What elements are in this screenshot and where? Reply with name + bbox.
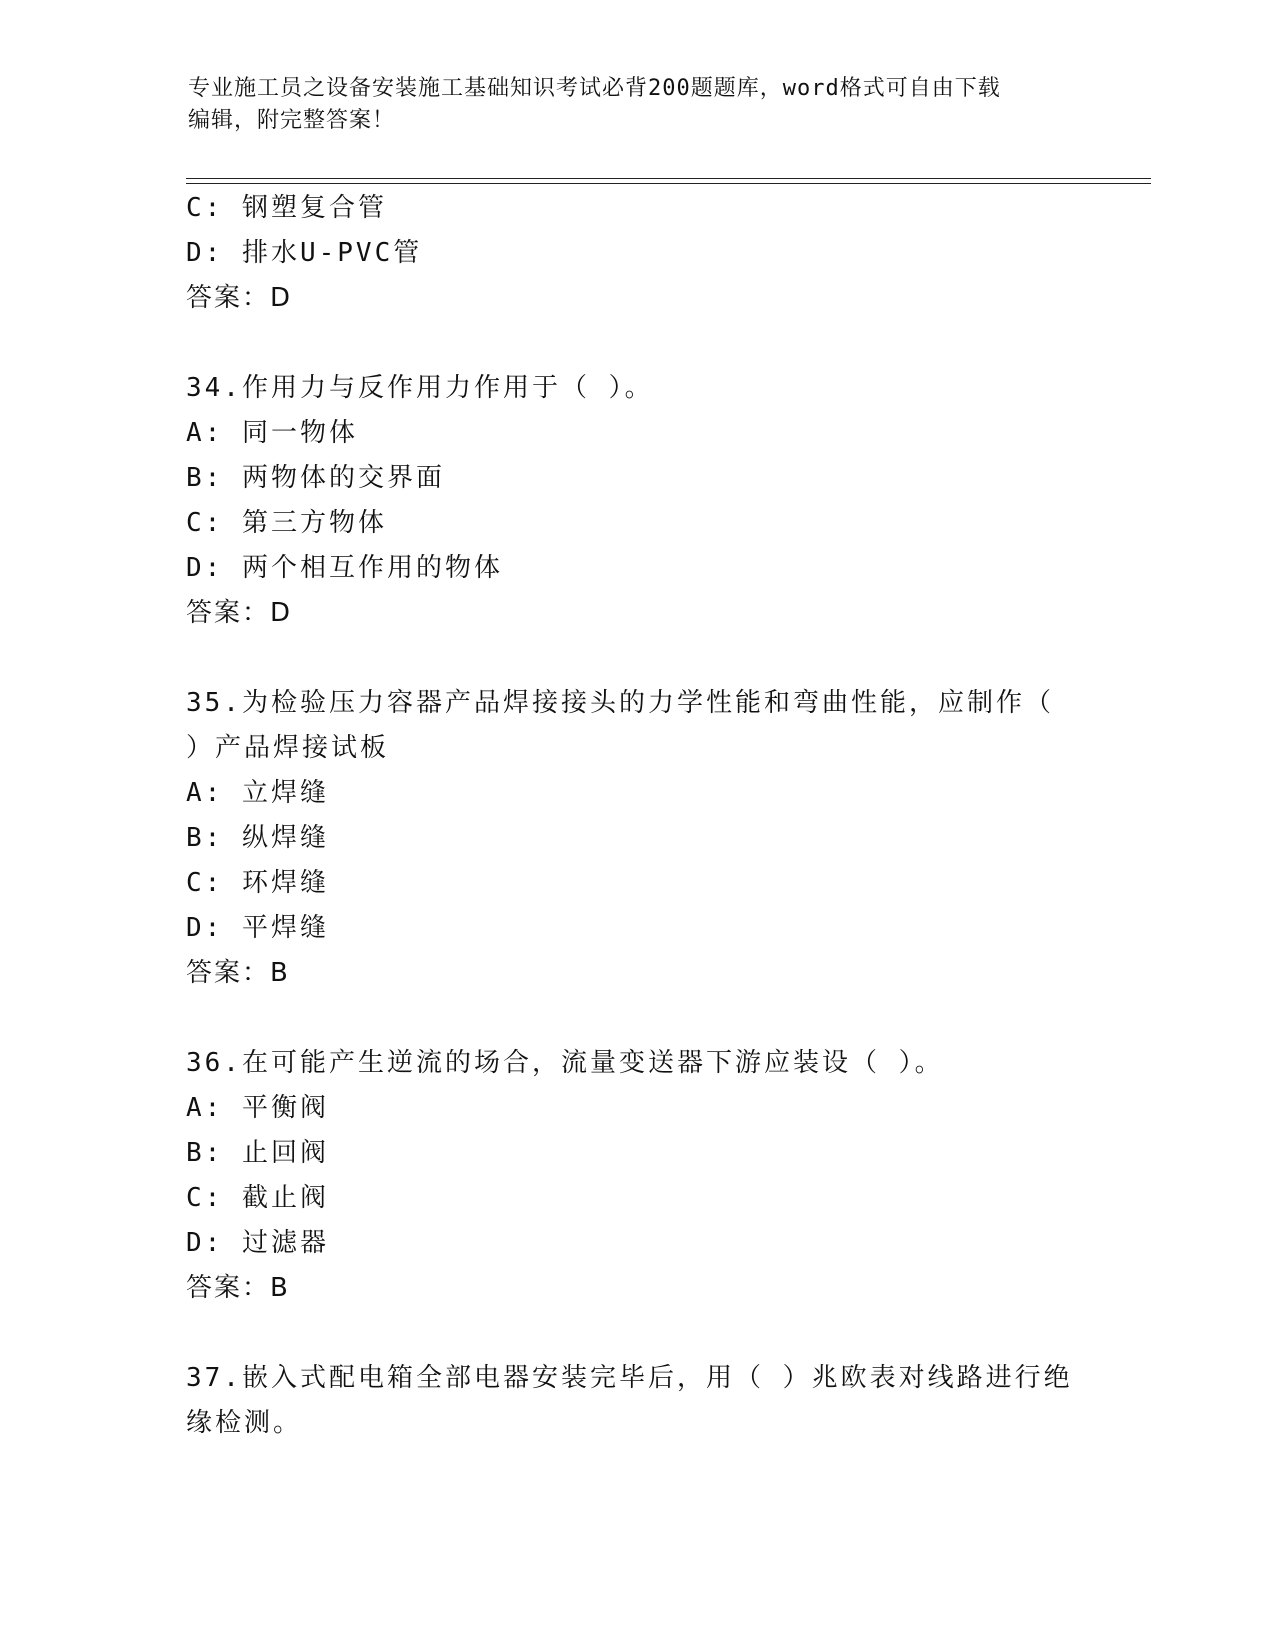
q35-option-d: D: 平焊缝 — [186, 913, 329, 943]
q36-option-c: C: 截止阀 — [186, 1183, 329, 1213]
header-divider-bottom — [186, 183, 1151, 184]
q34-stem: 34.作用力与反作用力作用于（ ）。 — [186, 373, 654, 403]
q33-answer: 答案：D — [186, 283, 293, 313]
q34-option-c: C: 第三方物体 — [186, 508, 387, 538]
q36-answer: 答案：B — [186, 1273, 290, 1303]
q33-option-d: D: 排水U-PVC管 — [186, 238, 423, 268]
header-title-line-2: 编辑，附完整答案！ — [188, 108, 396, 133]
q33-option-c: C: 钢塑复合管 — [186, 193, 387, 223]
q34-option-b: B: 两物体的交界面 — [186, 463, 445, 493]
q35-answer: 答案：B — [186, 958, 290, 988]
header-divider-top — [186, 178, 1151, 179]
q35-stem-line-2: ）产品焊接试板 — [186, 733, 390, 763]
q34-answer: 答案：D — [186, 598, 293, 628]
q36-stem: 36.在可能产生逆流的场合，流量变送器下游应装设（ ）。 — [186, 1048, 944, 1078]
q36-option-b: B: 止回阀 — [186, 1138, 329, 1168]
header-title-line-1: 专业施工员之设备安装施工基础知识考试必背200题题库，word格式可自由下载 — [188, 76, 1001, 101]
q35-option-a: A: 立焊缝 — [186, 778, 329, 808]
q37-stem-line-2: 缘检测。 — [186, 1408, 303, 1438]
document-header — [188, 73, 1088, 137]
q35-option-b: B: 纵焊缝 — [186, 823, 329, 853]
q36-option-d: D: 过滤器 — [186, 1228, 329, 1258]
q35-stem-line-1: 35.为检验压力容器产品焊接接头的力学性能和弯曲性能，应制作（ — [186, 688, 1054, 718]
q35-option-c: C: 环焊缝 — [186, 868, 329, 898]
q34-option-d: D: 两个相互作用的物体 — [186, 553, 503, 583]
q34-option-a: A: 同一物体 — [186, 418, 358, 448]
q36-option-a: A: 平衡阀 — [186, 1093, 329, 1123]
q37-stem-line-1: 37.嵌入式配电箱全部电器安装完毕后，用（ ）兆欧表对线路进行绝 — [186, 1363, 1073, 1393]
